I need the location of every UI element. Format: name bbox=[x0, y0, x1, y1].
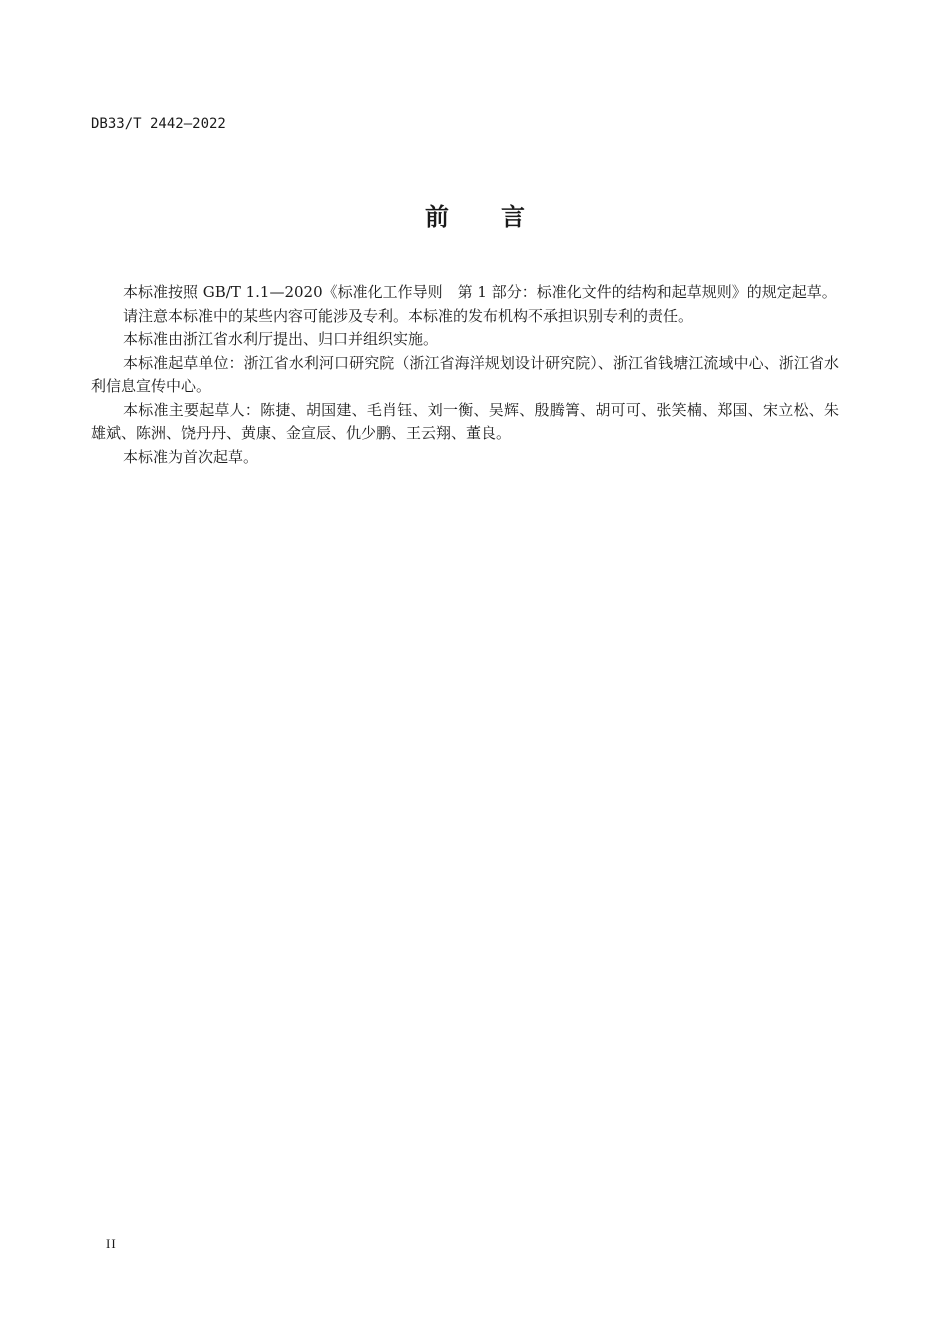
page-number: II bbox=[106, 1236, 117, 1251]
paragraph-drafting-rules: 本标准按照 GB/T 1.1—2020《标准化工作导则 第 1 部分：标准化文件的结构和起草规则》的规定起草。 bbox=[123, 283, 837, 301]
title-char-1: 前 bbox=[425, 203, 449, 231]
page-title bbox=[0, 201, 950, 233]
paragraph-patent-notice: 请注意本标准中的某些内容可能涉及专利。本标准的发布机构不承担识别专利的责任。 bbox=[123, 306, 694, 325]
document-code: DB33/T 2442—2022 bbox=[91, 116, 226, 132]
paragraph-drafting-units: 本标准起草单位：浙江省水利河口研究院（浙江省海洋规划设计研究院）、浙江省钱塘江流域中心、浙江省水利信息宣传中心。 bbox=[91, 353, 839, 395]
paragraph-first-edition: 本标准为首次起草。 bbox=[123, 447, 259, 466]
paragraph-proposer: 本标准由浙江省水利厅提出、归口并组织实施。 bbox=[123, 330, 439, 348]
foreword-body bbox=[91, 281, 839, 469]
title-char-2: 言 bbox=[501, 203, 525, 231]
paragraph-drafters: 本标准主要起草人：陈捷、胡国建、毛肖钰、刘一衡、吴辉、殷腾箐、胡可可、张笑楠、郑国、宋立松、朱雄斌、陈洲、饶丹丹、黄康、金宣辰、仇少鹏、王云翔、董良。 bbox=[91, 400, 839, 442]
